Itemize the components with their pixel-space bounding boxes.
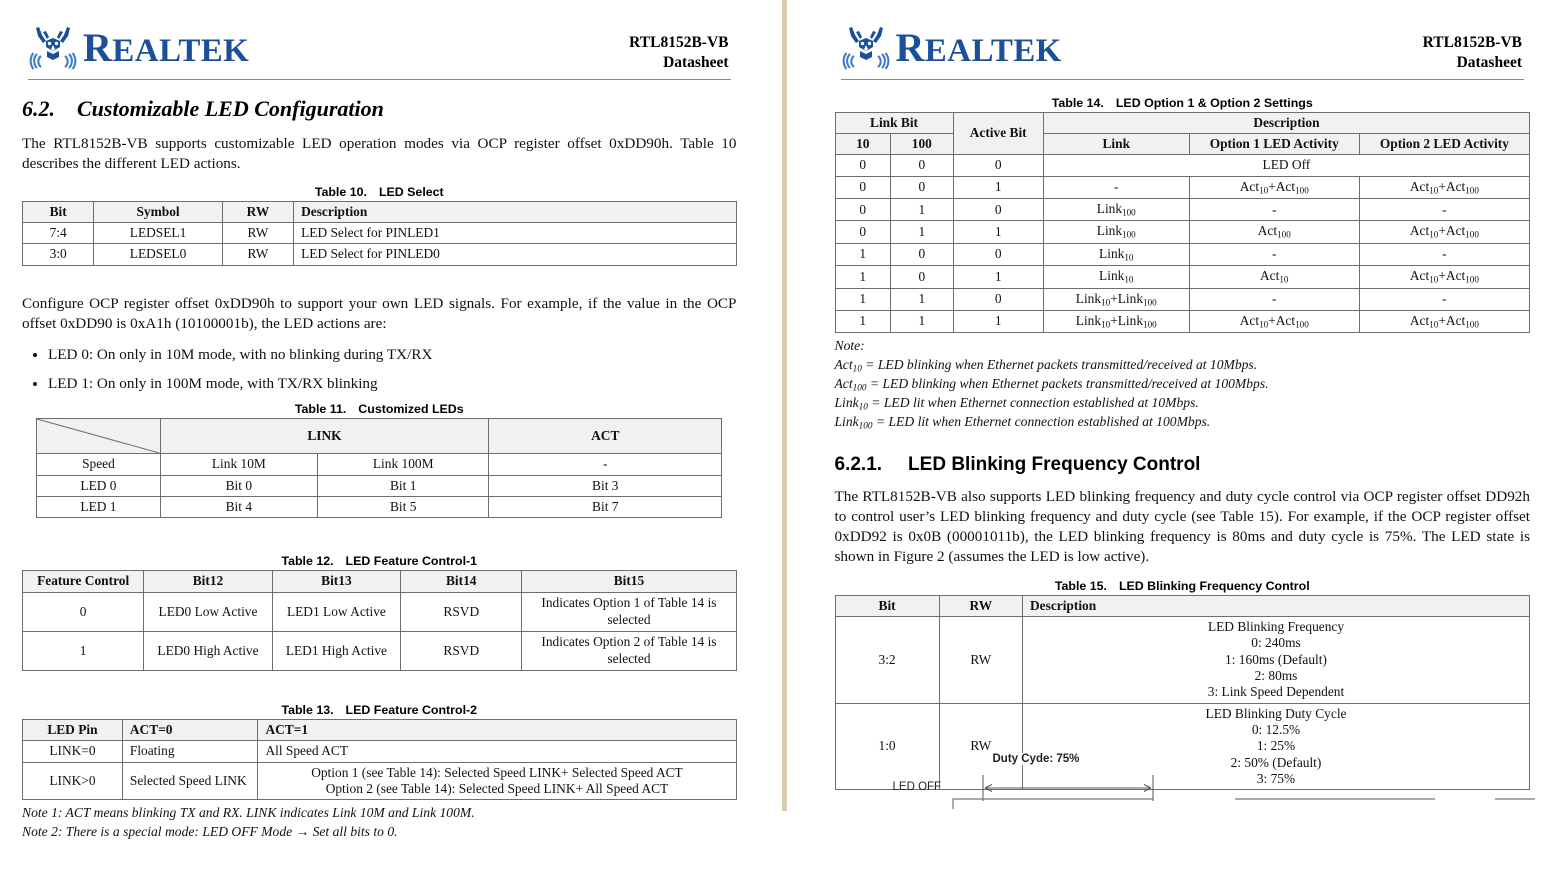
header-product: RTL8152B-VB — [629, 33, 728, 53]
cell-bit10: 1 — [835, 266, 891, 288]
th-act0: ACT=0 — [122, 719, 258, 740]
table10-caption-title: LED Select — [379, 185, 444, 199]
cell-option1: Act$_{10}$+Act$_{100}$ — [1189, 176, 1359, 198]
cell-bit13: LED1 Low Active — [272, 592, 400, 631]
page-header-right — [835, 26, 1531, 73]
cell-option1: Act$_{100}$ — [1189, 221, 1359, 243]
list-item: • LED 0: On only in 10M mode, with no blinking during TX/RX — [48, 345, 737, 365]
cell-active-bit: 0 — [953, 199, 1043, 221]
cell-bit100: 1 — [891, 310, 954, 332]
cell-act1-options — [258, 762, 736, 800]
header-doc-info — [629, 26, 728, 73]
cell-link10m: Bit 4 — [160, 497, 318, 518]
table12-caption — [22, 554, 737, 568]
cell-option2: - — [1359, 243, 1529, 265]
section-number: 6.2. — [22, 96, 55, 122]
cell-bit10: 1 — [835, 243, 891, 265]
table11-caption-number: Table 11. — [295, 402, 346, 416]
table13-caption — [22, 703, 737, 717]
cell-bit15: Indicates Option 1 of Table 14 is selected — [522, 592, 736, 631]
th-link-bit: Link Bit — [835, 112, 953, 133]
table-header-row — [835, 112, 1530, 133]
cell-link: Link$_{100}$ — [1043, 199, 1189, 221]
cell-act0: Floating — [122, 741, 258, 762]
table12-caption-number: Table 12. — [281, 554, 333, 568]
table13-notes — [22, 804, 737, 842]
cell-bit13: LED1 High Active — [272, 631, 400, 670]
table-row — [835, 243, 1530, 265]
cell-led-pin: LINK=0 — [23, 741, 123, 762]
cell-bit12: LED0 Low Active — [144, 592, 272, 631]
table-row — [23, 631, 737, 670]
realtek-wordmark: REALTEK — [83, 28, 249, 68]
desc-line: 1: 160ms (Default) — [1028, 652, 1524, 668]
desc-line: 1: 25% — [1028, 738, 1524, 754]
blinking-paragraph: The RTL8152B-VB also supports LED blinking frequency and duty cycle control via OCP register offset DD92h to control user’s LED blinking frequency and duty cycle (see Table 15). For example, if the OCP register offset 0xDD92 is 0x0B (00001011b), the LED blinking frequency is 80ms and duty cycle is 75%. The LED state is shown in Figure 2 (assumes the LED is low active). — [835, 487, 1531, 567]
cell-link: Link$_{10}$+Link$_{100}$ — [1043, 310, 1189, 332]
table-row — [23, 223, 737, 244]
table-12-led-feature-control-1 — [22, 570, 737, 670]
timing-diagram-svg — [835, 751, 1535, 871]
table-11-customized-leds — [36, 418, 722, 518]
table-row — [835, 288, 1530, 310]
cell-rw: RW — [222, 223, 293, 244]
note-act100: Act$_{100}$ = LED blinking when Ethernet packets transmitted/received at 100Mbps. — [835, 375, 1531, 394]
cell-bit10: 0 — [835, 176, 891, 198]
cell-link: Link$_{10}$+Link$_{100}$ — [1043, 288, 1189, 310]
cell-bit: 7:4 — [23, 223, 94, 244]
cell-symbol: LEDSEL0 — [94, 244, 222, 265]
cell-option1: - — [1189, 243, 1359, 265]
cell-bit14: RSVD — [401, 631, 522, 670]
cell-bit: 3:0 — [23, 244, 94, 265]
table15-caption-number: Table 15. — [1055, 579, 1107, 593]
cell-bit10: 0 — [835, 199, 891, 221]
page-right — [787, 0, 1560, 811]
th-option2-activity: Option 2 LED Activity — [1359, 134, 1529, 155]
cell-option2: Act$_{10}$+Act$_{100}$ — [1359, 221, 1529, 243]
th-bit-10: 10 — [835, 134, 891, 155]
cell-link100m: Bit 1 — [318, 475, 489, 496]
cell-active-bit: 1 — [953, 266, 1043, 288]
cell-act1: All Speed ACT — [258, 741, 736, 762]
th-led-pin: LED Pin — [23, 719, 123, 740]
th-option1-activity: Option 1 LED Activity — [1189, 134, 1359, 155]
cell-bit10: 0 — [835, 221, 891, 243]
cell-rw: RW — [939, 703, 1022, 790]
table-header-row — [23, 201, 737, 222]
cell-active-bit: 1 — [953, 221, 1043, 243]
cell-bit100: 0 — [891, 176, 954, 198]
table-row — [835, 199, 1530, 221]
table-row — [37, 454, 722, 475]
cell-bit10: 0 — [835, 155, 891, 176]
header-doctype: Datasheet — [1423, 53, 1522, 73]
cell-feature-control: 1 — [23, 631, 144, 670]
table14-caption — [835, 96, 1531, 110]
cell-option2: - — [1359, 199, 1529, 221]
desc-line: 0: 240ms — [1028, 635, 1524, 651]
table14-notes — [835, 337, 1531, 432]
desc-line: 2: 50% (Default) — [1028, 755, 1524, 771]
header-rule-right — [841, 79, 1525, 80]
table-row — [835, 616, 1530, 703]
cell-bit-range: 1:0 — [835, 703, 939, 790]
cell-bit14: RSVD — [401, 592, 522, 631]
th-bit13: Bit13 — [272, 571, 400, 592]
cell-active-bit: 0 — [953, 243, 1043, 265]
th-act1: ACT=1 — [258, 719, 736, 740]
page-left — [0, 0, 782, 811]
cell-led-label: LED 1 — [37, 497, 160, 518]
desc-line: 2: 80ms — [1028, 668, 1524, 684]
cell-led-label: LED 0 — [37, 475, 160, 496]
desc-line: LED Blinking Frequency — [1028, 619, 1524, 635]
header-doc-info — [1423, 26, 1522, 73]
table11-caption — [22, 402, 737, 416]
table-row — [37, 497, 722, 518]
duty-cycle-label: Duty Cyde: 75% — [990, 753, 1083, 765]
page-header-left — [22, 26, 737, 73]
th-bit: Bit — [835, 595, 939, 616]
cell-link100m: Bit 5 — [318, 497, 489, 518]
cell-link: - — [1043, 176, 1189, 198]
table-10-led-select — [22, 201, 737, 266]
desc-line: LED Blinking Duty Cycle — [1028, 706, 1524, 722]
cell-act: Bit 3 — [489, 475, 722, 496]
section-heading-6-2 — [22, 96, 737, 122]
cell-bit10: 1 — [835, 310, 891, 332]
th-bit14: Bit14 — [401, 571, 522, 592]
cell-link: Link$_{10}$ — [1043, 266, 1189, 288]
cell-act: - — [489, 454, 722, 475]
table-row — [835, 221, 1530, 243]
cell-bit100: 1 — [891, 221, 954, 243]
table-header-row — [835, 595, 1530, 616]
table-13-led-feature-control-2 — [22, 719, 737, 800]
option1-text: Option 1 (see Table 14): Selected Speed LINK+ Selected Speed ACT — [263, 765, 730, 781]
table15-caption — [835, 579, 1531, 593]
header-rule-left — [28, 79, 731, 80]
note-link100: Link$_{100}$ = LED lit when Ethernet connection established at 100Mbps. — [835, 413, 1531, 432]
table14-caption-number: Table 14. — [1052, 96, 1104, 110]
header-product: RTL8152B-VB — [1423, 33, 1522, 53]
header-doctype: Datasheet — [629, 53, 728, 73]
cell-link: Link$_{100}$ — [1043, 221, 1189, 243]
section-title: Customizable LED Configuration — [77, 96, 384, 122]
cell-option2: Act$_{10}$+Act$_{100}$ — [1359, 310, 1529, 332]
table14-body — [835, 155, 1530, 333]
th-act-group: ACT — [489, 419, 722, 454]
option2-text: Option 2 (see Table 14): Selected Speed LINK+ All Speed ACT — [263, 781, 730, 797]
diagonal-header-cell — [37, 419, 160, 454]
th-link-group: LINK — [160, 419, 489, 454]
table-row — [37, 475, 722, 496]
table-row — [835, 176, 1530, 198]
cell-act0: Selected Speed LINK — [122, 762, 258, 800]
th-bit15: Bit15 — [522, 571, 736, 592]
cell-bit100: 0 — [891, 243, 954, 265]
cell-bit100: 0 — [891, 155, 954, 176]
subsection-title: LED Blinking Frequency Control — [908, 454, 1200, 476]
cell-link: Link$_{10}$ — [1043, 243, 1189, 265]
cell-led-pin: LINK>0 — [23, 762, 123, 800]
cell-bit100: 1 — [891, 288, 954, 310]
realtek-deer-icon — [30, 26, 76, 70]
cell-symbol: LEDSEL1 — [94, 223, 222, 244]
cell-option1: Act$_{10}$ — [1189, 266, 1359, 288]
table-header-row — [23, 571, 737, 592]
cell-bit100: 1 — [891, 199, 954, 221]
cell-feature-control: 0 — [23, 592, 144, 631]
diagonal-divider-line — [37, 419, 159, 453]
cell-act: Bit 7 — [489, 497, 722, 518]
realtek-deer-icon — [843, 26, 889, 70]
table-row — [835, 155, 1530, 176]
table10-caption — [22, 185, 737, 199]
cell-bit12: LED0 High Active — [144, 631, 272, 670]
table12-caption-title: LED Feature Control-1 — [346, 554, 478, 568]
th-feature-control: Feature Control — [23, 571, 144, 592]
cell-option2: Act$_{10}$+Act$_{100}$ — [1359, 176, 1529, 198]
realtek-logo — [843, 26, 1062, 70]
desc-line: 3: Link Speed Dependent — [1028, 684, 1524, 700]
cell-option1: - — [1189, 288, 1359, 310]
configure-paragraph: Configure OCP register offset 0xDD90h to support your own LED signals. For example, if the value in the OCP offset 0xDD90 is 0xA1h (10100001b), the LED actions are: — [22, 294, 737, 334]
th-bit-100: 100 — [891, 134, 954, 155]
cell-option2: Act$_{10}$+Act$_{100}$ — [1359, 266, 1529, 288]
th-bit: Bit — [23, 201, 94, 222]
cell-active-bit: 0 — [953, 288, 1043, 310]
table-14-led-options — [835, 112, 1531, 334]
table-row — [23, 592, 737, 631]
cell-led-off: LED Off — [1043, 155, 1529, 176]
cell-option1: - — [1189, 199, 1359, 221]
note-link10: Link$_{10}$ = LED lit when Ethernet connection established at 10Mbps. — [835, 394, 1531, 413]
th-link: Link — [1043, 134, 1189, 155]
cell-speed-label: Speed — [37, 454, 160, 475]
th-rw: RW — [939, 595, 1022, 616]
realtek-logo — [30, 26, 249, 70]
cell-bit-range: 3:2 — [835, 616, 939, 703]
subsection-number: 6.2.1. — [835, 454, 883, 476]
intro-paragraph: The RTL8152B-VB supports customizable LED operation modes via OCP register offset 0xDD90h. Table 10 describes the different LED actions. — [22, 134, 737, 174]
note-act10: Act$_{10}$ = LED blinking when Ethernet packets transmitted/received at 10Mbps. — [835, 356, 1531, 375]
cell-option2: - — [1359, 288, 1529, 310]
table14-caption-title: LED Option 1 & Option 2 Settings — [1116, 96, 1313, 110]
th-description: Description — [1043, 112, 1529, 133]
table-header-row — [23, 719, 737, 740]
figure-2-led-timing — [835, 751, 1531, 811]
cell-option1: Act$_{10}$+Act$_{100}$ — [1189, 310, 1359, 332]
desc-line: 3: 75% — [1028, 771, 1524, 787]
table10-caption-number: Table 10. — [315, 185, 367, 199]
cell-active-bit: 0 — [953, 155, 1043, 176]
table13-caption-title: LED Feature Control-2 — [346, 703, 478, 717]
table15-caption-title: LED Blinking Frequency Control — [1119, 579, 1310, 593]
table13-caption-number: Table 13. — [281, 703, 333, 717]
table-header-row — [835, 134, 1530, 155]
cell-active-bit: 1 — [953, 176, 1043, 198]
th-description: Description — [294, 201, 736, 222]
note-2: Note 2: There is a special mode: LED OFF Mode → Set all bits to 0. — [22, 823, 737, 842]
th-bit12: Bit12 — [144, 571, 272, 592]
table-row — [835, 310, 1530, 332]
led-action-bullets — [22, 345, 737, 394]
note-1: Note 1: ACT means blinking TX and RX. LINK indicates Link 10M and Link 100M. — [22, 804, 737, 823]
cell-link10m: Link 10M — [160, 454, 318, 475]
table-row — [23, 762, 737, 800]
realtek-wordmark: REALTEK — [896, 28, 1062, 68]
table-row — [23, 244, 737, 265]
th-description: Description — [1023, 595, 1530, 616]
table11-caption-title: Customized LEDs — [358, 402, 463, 416]
desc-line: 0: 12.5% — [1028, 722, 1524, 738]
table-row — [23, 741, 737, 762]
table-header-row — [37, 419, 722, 454]
subsection-heading-6-2-1 — [835, 454, 1531, 476]
cell-active-bit: 1 — [953, 310, 1043, 332]
th-active-bit: Active Bit — [953, 112, 1043, 155]
cell-rw: RW — [939, 616, 1022, 703]
led-off-label: LED OFF — [893, 781, 942, 793]
cell-frequency-options — [1023, 616, 1530, 703]
cell-bit15: Indicates Option 2 of Table 14 is selected — [522, 631, 736, 670]
cell-description: LED Select for PINLED1 — [294, 223, 736, 244]
table-row — [835, 266, 1530, 288]
note-heading: Note: — [835, 337, 1531, 356]
cell-rw: RW — [222, 244, 293, 265]
cell-link100m: Link 100M — [318, 454, 489, 475]
list-item: • LED 1: On only in 100M mode, with TX/RX blinking — [48, 374, 737, 394]
cell-bit100: 0 — [891, 266, 954, 288]
th-rw: RW — [222, 201, 293, 222]
cell-bit10: 1 — [835, 288, 891, 310]
cell-description: LED Select for PINLED0 — [294, 244, 736, 265]
cell-link10m: Bit 0 — [160, 475, 318, 496]
th-symbol: Symbol — [94, 201, 222, 222]
